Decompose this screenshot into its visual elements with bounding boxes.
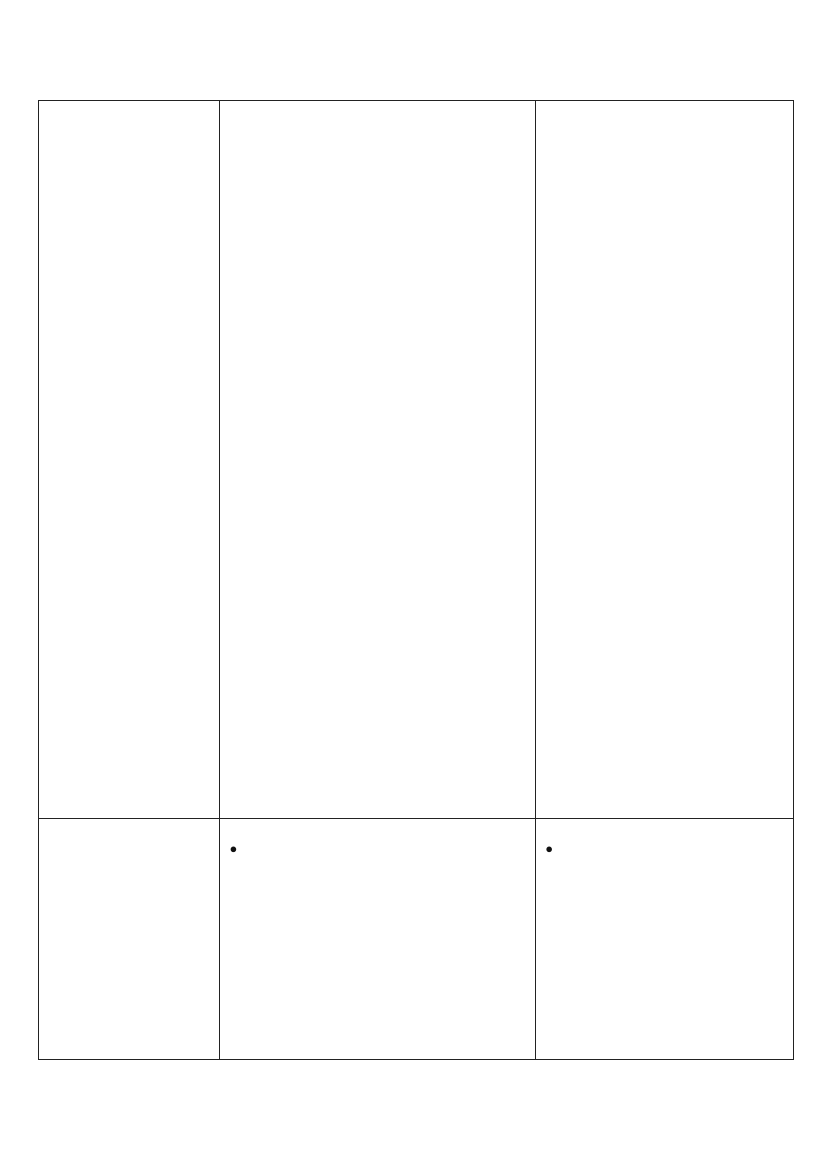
table-row [39,819,794,1060]
principles-table [38,100,794,1060]
significance-cell [536,819,794,1060]
term-cell [39,101,220,819]
significance-cell [536,101,794,819]
term-cell [39,819,220,1060]
table-row [39,101,794,819]
federalism-term [39,819,219,827]
definition-cell [220,101,536,819]
bullet-icon: ● [545,841,554,856]
definition-cell [220,819,536,1060]
bullet-icon: ● [229,841,238,856]
